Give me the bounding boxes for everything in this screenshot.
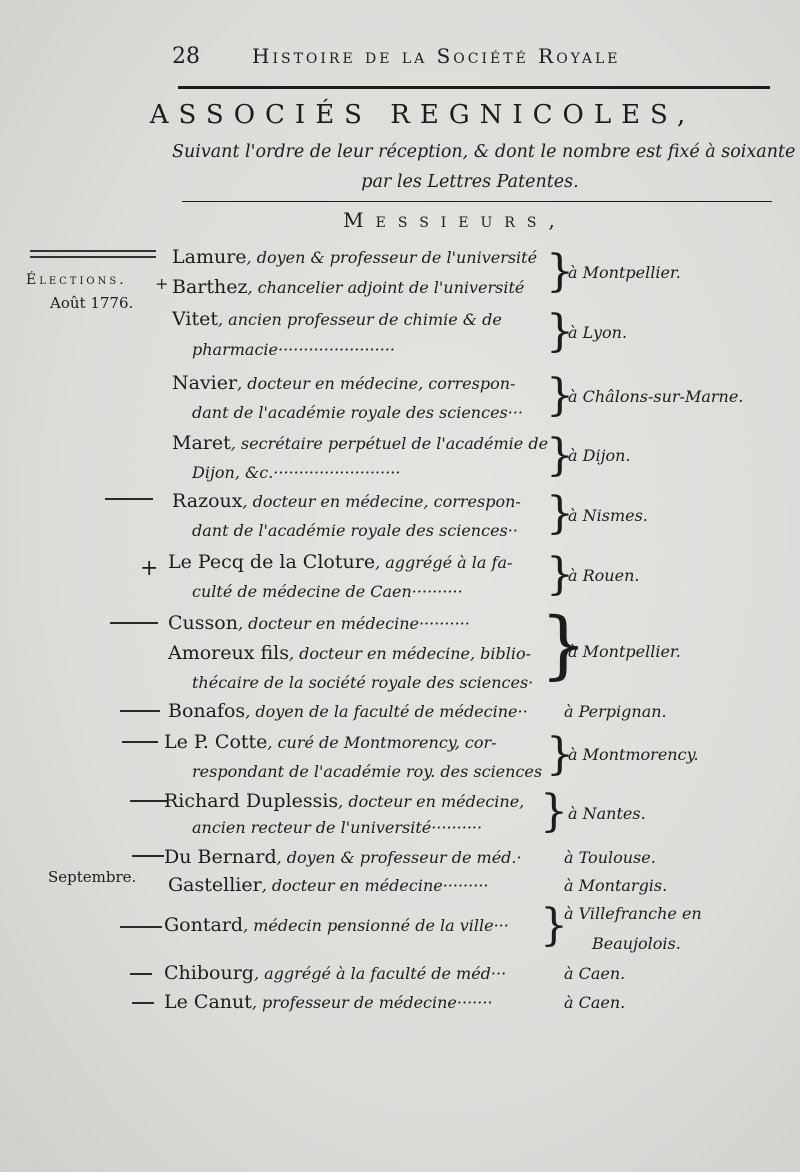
entry-description: , docteur en médecine, — [338, 792, 525, 811]
entry-description: , docteur en médecine, correspon- — [237, 374, 516, 393]
entry-line — [168, 612, 470, 634]
entry-name: Le Pecq de la Cloture — [168, 551, 376, 573]
entry-name: Chibourg — [164, 962, 254, 984]
brace: } — [540, 786, 568, 837]
ink-dash — [120, 710, 160, 712]
brace: } — [546, 488, 574, 539]
brace: } — [546, 729, 574, 780]
entry-place: à Villefranche en — [564, 904, 702, 923]
septembre-note: Septembre. — [48, 868, 137, 886]
entry-description: , aggrégé à la fa- — [375, 553, 513, 572]
entry-description-cont: dant de l'académie royale des sciences··· — [192, 403, 524, 422]
entry-description-cont: dant de l'académie royale des sciences·· — [192, 521, 518, 540]
entry-description: , aggrégé à la faculté de méd··· — [253, 964, 507, 983]
ink-dash — [132, 855, 164, 857]
entry-description: , doyen & professeur de l'université — [246, 248, 538, 267]
ink-dash — [110, 622, 158, 624]
entry-name: Bonafos — [168, 700, 246, 722]
entry-place-cont: Beaujolois. — [592, 934, 681, 953]
entry-line — [172, 246, 537, 268]
entry-description: , chancelier adjoint de l'université — [247, 278, 525, 297]
entry-line — [172, 490, 521, 512]
ink-dash — [130, 973, 152, 975]
entry-description-cont: ancien recteur de l'université·········· — [192, 818, 483, 837]
entry-line — [164, 790, 524, 812]
entry-line — [172, 432, 548, 454]
entry-description: , ancien professeur de chimie & de — [217, 310, 502, 329]
entry-description: , doyen de la faculté de médecine·· — [245, 702, 528, 721]
running-title: Histoire de la Société Royale — [252, 44, 621, 68]
entry-place: à Montargis. — [564, 876, 668, 895]
entry-name: Cusson — [168, 612, 238, 634]
brace: } — [546, 306, 574, 357]
entry-place: à Perpignan. — [564, 702, 667, 721]
entry-name: Barthez — [172, 276, 248, 298]
messieurs-heading: Messieurs, — [343, 208, 567, 232]
entry-description-cont: Dijon, &c.························· — [192, 463, 401, 482]
ink-dash — [105, 498, 153, 500]
brace: } — [540, 900, 568, 951]
entry-place: à Caen. — [564, 964, 626, 983]
entry-description: , docteur en médecine········· — [261, 876, 489, 895]
entry-place: à Nismes. — [568, 506, 648, 525]
entry-name: Navier — [172, 372, 238, 394]
entry-line — [164, 914, 509, 936]
entry-line — [168, 642, 531, 664]
page-number: 28 — [172, 44, 200, 69]
ink-dash — [122, 741, 158, 743]
ink-dash — [132, 1002, 154, 1004]
entry-line — [168, 700, 528, 722]
entry-description: , docteur en médecine, correspon- — [242, 492, 521, 511]
brace: } — [546, 370, 574, 421]
entry-place: à Toulouse. — [564, 848, 656, 867]
entry-line — [172, 308, 502, 330]
entry-place: à Châlons-sur-Marne. — [568, 387, 744, 406]
entry-place: à Montpellier. — [568, 642, 681, 661]
entry-place: à Montpellier. — [568, 263, 681, 282]
entry-name: Gastellier — [168, 874, 262, 896]
section-subtitle-line2: par les Lettres Patentes. — [361, 172, 579, 192]
entry-line — [172, 372, 515, 394]
entry-description: , médecin pensionné de la ville··· — [243, 916, 509, 935]
entry-description: , secrétaire perpétuel de l'académie de — [230, 434, 549, 453]
brace: } — [546, 246, 574, 297]
brace: } — [540, 602, 588, 688]
entry-name: Lamure — [172, 246, 247, 268]
entry-description-cont: pharmacie······················· — [192, 340, 395, 359]
entry-place: à Caen. — [564, 993, 626, 1012]
header-rule — [178, 86, 770, 89]
entry-line — [168, 874, 488, 896]
entry-description: , curé de Montmorency, cor- — [267, 733, 497, 752]
entry-place: à Rouen. — [568, 566, 640, 585]
margin-double-line — [30, 250, 156, 252]
margin-double-line — [30, 256, 156, 258]
entry-line — [164, 731, 497, 753]
cross-mark: + — [155, 274, 169, 293]
entry-description-cont: culté de médecine de Caen·········· — [192, 582, 463, 601]
elections-date: Août 1776. — [50, 294, 134, 312]
entry-description: , professeur de médecine······· — [251, 993, 493, 1012]
entry-place: à Nantes. — [568, 804, 646, 823]
entry-name: Le Canut — [164, 991, 252, 1013]
entry-description-cont: respondant de l'académie roy. des sciences — [192, 762, 543, 781]
entry-name: Richard Duplessis — [164, 790, 339, 812]
entry-line — [164, 962, 506, 984]
entry-name: Gontard — [164, 914, 244, 936]
entry-description: , doyen & professeur de méd.· — [276, 848, 522, 867]
entry-description: , docteur en médecine, biblio- — [289, 644, 532, 663]
entry-name: Maret — [172, 432, 231, 454]
entry-line — [172, 276, 524, 298]
section-rule — [182, 201, 772, 202]
entry-place: à Dijon. — [568, 446, 631, 465]
section-title: ASSOCIÉS REGNICOLES, — [149, 100, 696, 130]
entry-name: Le P. Cotte — [164, 731, 268, 753]
entry-name: Du Bernard — [164, 846, 277, 868]
entry-description-cont: thécaire de la société royale des sciences· — [192, 673, 534, 692]
brace: } — [546, 549, 574, 600]
entry-name: Vitet — [172, 308, 218, 330]
entry-line — [164, 846, 522, 868]
ink-dash — [130, 800, 168, 802]
ink-dash — [120, 926, 162, 928]
entry-description: , docteur en médecine·········· — [237, 614, 470, 633]
entry-place: à Lyon. — [568, 323, 628, 342]
elections-label: Élections. — [26, 272, 127, 288]
entry-place: à Montmorency. — [568, 745, 699, 764]
entry-line — [168, 551, 512, 573]
entry-name: Razoux — [172, 490, 243, 512]
entry-line — [164, 991, 493, 1013]
section-subtitle-line1: Suivant l'ordre de leur réception, & dont le nombre est fixé à soixante — [172, 142, 796, 162]
entry-name: Amoreux fils — [168, 642, 289, 664]
cross-mark: + — [140, 556, 159, 581]
brace: } — [546, 430, 574, 481]
